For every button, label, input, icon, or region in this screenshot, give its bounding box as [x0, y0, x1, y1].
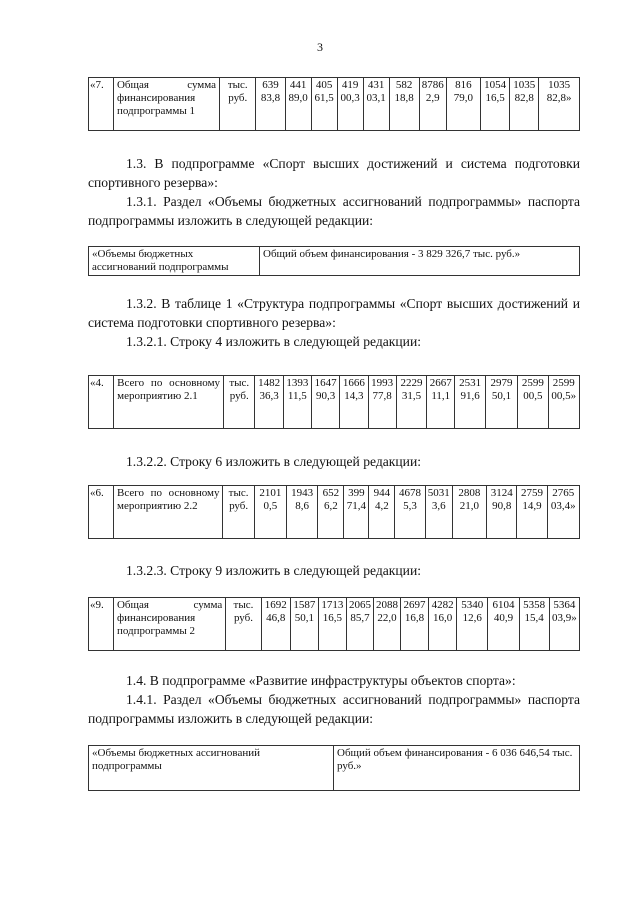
value-tail: 03,9»: [551, 612, 577, 624]
passport-value: Общий объем финансирования - 6 036 646,54 тыс. руб.»: [334, 746, 580, 791]
paragraph-1-3-2-3: 1.3.2.3. Строку 9 изложить в следующей редакции:: [126, 563, 421, 578]
value-head: 2065: [348, 599, 371, 611]
value-tail: 16,0: [432, 612, 453, 624]
value-tail: 50,1: [491, 390, 512, 402]
value-tail: 90,3: [315, 390, 336, 402]
page-number: 3: [317, 40, 323, 54]
value-tail: 50,1: [294, 612, 314, 624]
value-cell: [363, 78, 389, 131]
value-cell: [285, 78, 311, 131]
value-cell: [311, 376, 339, 429]
table-row: [89, 78, 580, 131]
value-cell: [287, 486, 318, 539]
value-head: 8786: [421, 79, 444, 91]
value-head: 1666: [342, 377, 365, 389]
value-cell: [401, 598, 429, 651]
value-head: 2229: [400, 377, 423, 389]
value-cell: [389, 78, 419, 131]
value-tail: 00,5: [523, 390, 543, 402]
value-tail: 00,3: [340, 92, 360, 104]
paragraph-1-3: 1.3. В подпрограмме «Спорт высших достижений и система подготовки спортивного резерва»:: [88, 156, 580, 190]
value-tail: 40,9: [493, 612, 514, 624]
value-head: 2697: [403, 599, 426, 611]
value-head: 1393: [286, 377, 309, 389]
passport-table-2: [88, 246, 580, 276]
row-unit: тыс. руб.: [220, 78, 256, 131]
value-cell: [485, 376, 517, 429]
table-row-9: [88, 597, 580, 651]
row-name: Всего по основному мероприятию 2.2: [114, 486, 223, 539]
row-name: Всего по основному мероприятию 2.1: [114, 376, 224, 429]
value-cell: [318, 486, 344, 539]
table-row: [89, 376, 580, 429]
value-head: 652: [322, 487, 340, 499]
value-head: 2599: [552, 377, 575, 389]
value-head: 2759: [520, 487, 543, 499]
value-cell: [369, 486, 395, 539]
row-index: «7.: [89, 78, 114, 131]
value-cell: [419, 78, 446, 131]
passport-label: «Объемы бюджетных ассигнований подпрограммы: [89, 746, 334, 791]
passport-label: «Объемы бюджетных ассигнований подпрограммы: [89, 247, 260, 276]
value-tail: 6,2: [323, 500, 338, 512]
value-head: 5358: [523, 599, 546, 611]
value-cell: [256, 78, 285, 131]
value-cell: [547, 486, 579, 539]
value-tail: 61,5: [314, 92, 334, 104]
value-tail: 2,9: [425, 92, 440, 104]
value-head: 816: [455, 79, 472, 91]
value-tail: 36,3: [259, 390, 279, 402]
value-tail: 91,6: [460, 390, 480, 402]
paragraph-1-3-2-2: 1.3.2.2. Строку 6 изложить в следующей редакции:: [126, 454, 421, 469]
value-tail: 85,7: [350, 612, 370, 624]
value-cell: [517, 486, 547, 539]
row-index: «4.: [89, 376, 114, 429]
value-cell: [261, 598, 290, 651]
value-cell: [368, 376, 396, 429]
value-cell: [344, 486, 369, 539]
value-tail: 16,5: [322, 612, 343, 624]
value-head: 3124: [490, 487, 513, 499]
value-head: 4282: [431, 599, 454, 611]
value-head: 5031: [427, 487, 450, 499]
value-head: 1943: [291, 487, 314, 499]
passport-value: Общий объем финансирования - 3 829 326,7 тыс. руб.»: [260, 247, 580, 276]
value-head: 2599: [521, 377, 544, 389]
value-tail: 0,5: [263, 500, 278, 512]
value-cell: [254, 486, 286, 539]
value-cell: [487, 486, 517, 539]
value-tail: 5,3: [403, 500, 417, 512]
value-head: 2808: [458, 487, 481, 499]
value-head: 405: [315, 79, 333, 91]
section-1-3: [88, 154, 580, 230]
value-tail: 16,8: [404, 612, 425, 624]
value-head: 441: [289, 79, 307, 91]
row-index: «9.: [89, 598, 114, 651]
value-cell: [395, 486, 425, 539]
row-name: Общая сумма финансирования подпрограммы 2: [113, 598, 225, 651]
row-index: «6.: [89, 486, 114, 539]
value-tail: 18,8: [394, 92, 414, 104]
value-head: 1482: [258, 377, 281, 389]
value-head: 2979: [490, 377, 513, 389]
value-cell: [373, 598, 400, 651]
value-tail: 31,5: [401, 390, 422, 402]
value-head: 431: [367, 79, 385, 91]
section-1-3-2-2: [88, 452, 580, 471]
value-head: 6104: [492, 599, 515, 611]
value-tail: 22,0: [377, 612, 397, 624]
value-head: 4678: [399, 487, 422, 499]
value-head: 5364: [553, 599, 576, 611]
value-head: 582: [395, 79, 413, 91]
value-tail: 89,0: [288, 92, 308, 104]
value-cell: [396, 376, 426, 429]
value-cell: [488, 598, 519, 651]
value-head: 5340: [461, 599, 484, 611]
value-tail: 79,0: [453, 92, 474, 104]
value-head: 2531: [459, 377, 482, 389]
value-head: 1587: [293, 599, 316, 611]
value-head: 639: [262, 79, 279, 91]
value-head: 2101: [259, 487, 282, 499]
table-row: [89, 486, 580, 539]
value-head: 1713: [321, 599, 344, 611]
passport-table-3: [88, 745, 580, 791]
value-tail: 12,6: [462, 612, 482, 624]
value-tail: 90,8: [492, 500, 512, 512]
value-head: 1993: [371, 377, 394, 389]
value-tail: 03,4»: [550, 500, 576, 512]
section-1-4: [88, 671, 580, 728]
value-cell: [510, 78, 539, 131]
value-cell: [346, 598, 373, 651]
value-cell: [481, 78, 510, 131]
value-cell: [311, 78, 337, 131]
value-tail: 77,8: [372, 390, 392, 402]
value-cell: [283, 376, 311, 429]
row-unit: тыс. руб.: [223, 486, 254, 539]
value-tail: 00,5»: [551, 390, 577, 402]
value-cell: [539, 78, 580, 131]
value-cell: [429, 598, 457, 651]
value-cell: [457, 598, 488, 651]
value-head: 419: [341, 79, 359, 91]
value-tail: 14,9: [522, 500, 542, 512]
value-cell: [427, 376, 455, 429]
value-tail: 11,1: [431, 390, 451, 402]
table-row-6: [88, 485, 580, 539]
value-head: 1647: [314, 377, 337, 389]
value-head: 2765: [552, 487, 575, 499]
table-row: [89, 598, 580, 651]
row-name: Общая сумма финансирования подпрограммы 1: [113, 78, 219, 131]
value-tail: 16,5: [485, 92, 505, 104]
value-cell: [518, 376, 548, 429]
value-tail: 21,0: [459, 500, 480, 512]
value-tail: 15,4: [524, 612, 544, 624]
value-head: 1054: [484, 79, 507, 91]
value-head: 399: [348, 487, 365, 499]
row-unit: тыс. руб.: [226, 598, 261, 651]
value-cell: [452, 486, 486, 539]
value-tail: 14,3: [344, 390, 364, 402]
value-head: 1035: [548, 79, 571, 91]
value-cell: [446, 78, 480, 131]
value-cell: [340, 376, 368, 429]
value-tail: 82,8: [514, 92, 534, 104]
value-cell: [290, 598, 318, 651]
value-cell: [255, 376, 283, 429]
row-unit: тыс. руб.: [224, 376, 255, 429]
paragraph-1-3-1: 1.3.1. Раздел «Объемы бюджетных ассигнований подпрограммы» паспорта подпрограммы изложить в следующей редакции:: [88, 194, 580, 228]
value-cell: [318, 598, 346, 651]
value-cell: [337, 78, 363, 131]
value-tail: 3,6: [431, 500, 446, 512]
value-cell: [549, 598, 579, 651]
paragraph-1-3-2-1: 1.3.2.1. Строку 4 изложить в следующей редакции:: [126, 334, 421, 349]
value-head: 2088: [375, 599, 398, 611]
value-cell: [519, 598, 549, 651]
value-tail: 11,5: [287, 390, 307, 402]
table-row-4: [88, 375, 580, 429]
value-head: 2667: [429, 377, 452, 389]
value-tail: 46,8: [266, 612, 286, 624]
value-cell: [425, 486, 452, 539]
section-1-3-2: [88, 294, 580, 351]
value-tail: 03,1: [366, 92, 386, 104]
value-cell: [455, 376, 485, 429]
value-tail: 71,4: [346, 500, 366, 512]
section-1-3-2-3: [88, 561, 580, 580]
value-tail: 4,2: [375, 500, 389, 512]
value-tail: 82,8»: [546, 92, 572, 104]
paragraph-1-3-2: 1.3.2. В таблице 1 «Структура подпрограммы «Спорт высших достижений и система подготовки спортивного резерва»:: [88, 296, 580, 330]
value-head: 1692: [264, 599, 287, 611]
value-head: 944: [373, 487, 391, 499]
value-tail: 83,8: [260, 92, 281, 104]
table-row-7: [88, 77, 580, 131]
value-head: 1035: [513, 79, 536, 91]
value-cell: [548, 376, 579, 429]
paragraph-1-4: 1.4. В подпрограмме «Развитие инфраструктуры объектов спорта»:: [126, 673, 516, 688]
value-tail: 8,6: [295, 500, 310, 512]
paragraph-1-4-1: 1.4.1. Раздел «Объемы бюджетных ассигнований подпрограммы» паспорта подпрограммы изложить в следующей редакции:: [88, 692, 580, 726]
